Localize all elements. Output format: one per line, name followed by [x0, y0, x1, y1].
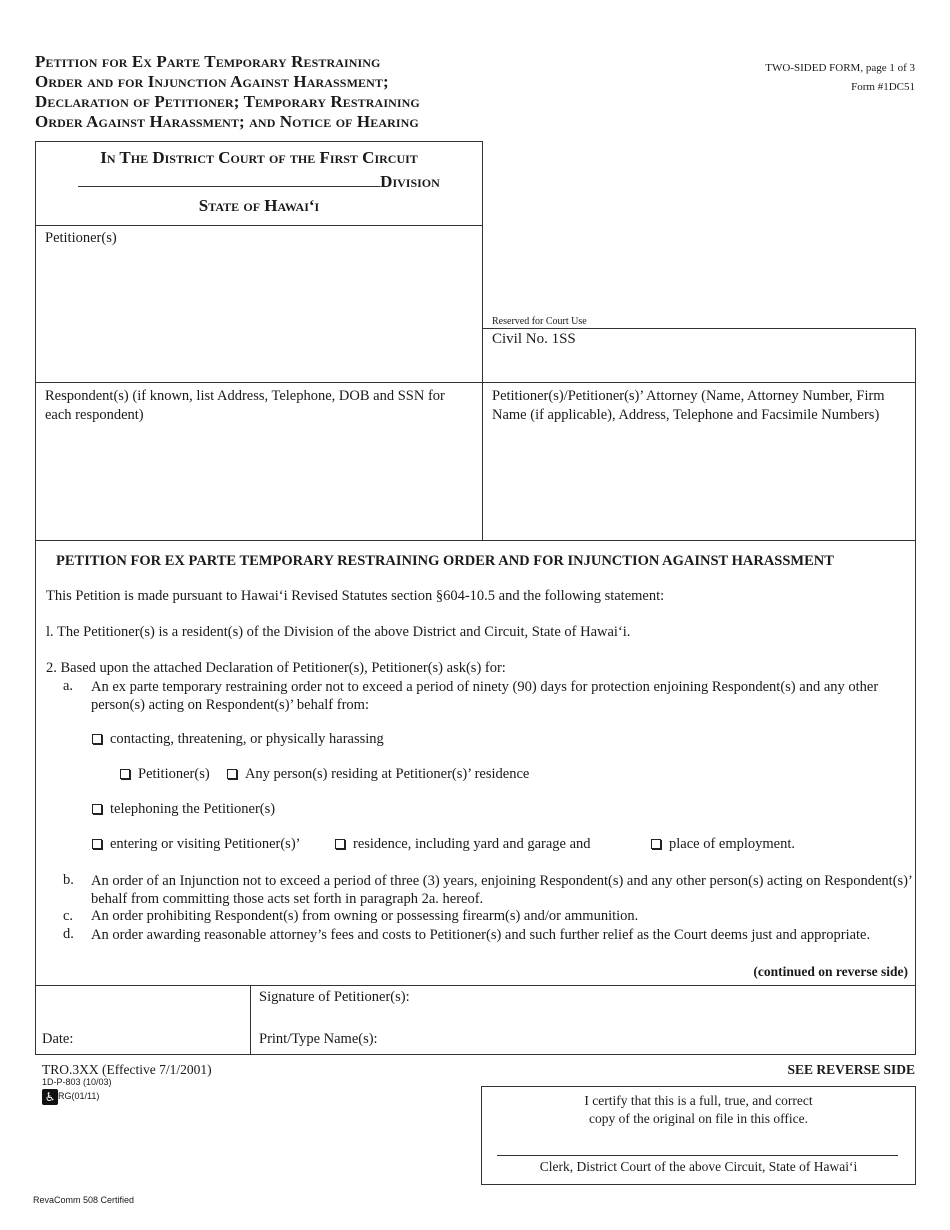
date-label: Date: [42, 1031, 74, 1047]
item-c-text: An order prohibiting Respondent(s) from owning or possessing firearm(s) and/or ammunition. [91, 908, 639, 924]
item-d-text: An order awarding reasonable attorney’s fees and costs to Petitioner(s) and such further relief as the Court deems just and appropriate. [91, 927, 871, 943]
entering-checkbox[interactable] [92, 839, 102, 849]
checkbox-row-telephoning [92, 801, 275, 818]
civil-number-field[interactable] [482, 328, 916, 383]
clerk-signature-line[interactable] [497, 1155, 898, 1156]
residence-label: residence, including yard and garage and [353, 836, 591, 852]
print-name-label: Print/Type Name(s): [259, 1031, 378, 1047]
petition-intro: This Petition is made pursuant to Hawai‘i Revised Statutes section §604-10.5 and the following statement: [46, 588, 665, 604]
signature-section [35, 985, 916, 1055]
form-number: Form #1DC51 [851, 81, 915, 93]
petition-item-1: l. The Petitioner(s) is a resident(s) of the Division of the above District and Circuit, State of Hawai‘i. [46, 624, 631, 640]
cert-line-1: I certify that this is a full, true, and correct [584, 1093, 813, 1108]
form-code-2: 1D-P-803 (10/03) [42, 1077, 112, 1087]
petitioners-label: Petitioner(s) [138, 766, 210, 782]
date-field[interactable] [36, 986, 251, 1054]
item-a-text: An ex parte temporary restraining order not to exceed a period of ninety (90) days for protection enjoining Respondent(s) and any other person(s) acting on Respondent(s)’ behalf from: [91, 679, 879, 713]
entering-label: entering or visiting Petitioner(s)’ [110, 836, 301, 852]
telephoning-checkbox[interactable] [92, 804, 102, 814]
see-reverse-side: SEE REVERSE SIDE [787, 1062, 915, 1077]
item-b-text: An order of an Injunction not to exceed a period of three (3) years, enjoining Respondent(s) and any other person(s) acting on Respondent(s)’ behalf from committing those acts set forth in paragraph 2a. hereof. [91, 873, 912, 907]
form-title-line: Petition for Ex Parte Temporary Restraining [35, 52, 381, 71]
division-blank[interactable] [78, 170, 380, 187]
employment-label: place of employment. [669, 836, 796, 852]
form-code-3: RG(01/11) [58, 1091, 100, 1101]
checkbox-row-targets [120, 766, 529, 783]
revacomm-certified: RevaComm 508 Certified [33, 1195, 135, 1205]
any-person-checkbox[interactable] [227, 769, 237, 779]
checkbox-residence [335, 836, 591, 853]
petition-section [35, 540, 916, 986]
reserved-label: Reserved for Court Use [492, 316, 587, 327]
petition-item-2: 2. Based upon the attached Declaration of Petitioner(s), Petitioner(s) ask(s) for: [46, 660, 506, 676]
civil-number-label: Civil No. 1SS [492, 331, 576, 347]
continued-note: (continued on reverse side) [753, 964, 908, 979]
form-title [35, 52, 495, 132]
telephoning-label: telephoning the Petitioner(s) [110, 801, 276, 817]
contacting-checkbox[interactable] [92, 734, 102, 744]
item-c-marker: c. [63, 908, 74, 924]
form-title-line: Declaration of Petitioner; Temporary Restraining [35, 92, 420, 111]
checkbox-employment [651, 836, 795, 853]
signature-field[interactable] [251, 986, 915, 1026]
item-b-marker: b. [63, 872, 74, 888]
petitioner-field[interactable] [35, 225, 483, 383]
certification-box [481, 1086, 916, 1185]
state-name: State of Hawai‘i [198, 196, 320, 215]
item-a-marker: a. [63, 678, 74, 694]
form-code-3-row [42, 1088, 99, 1105]
print-name-field[interactable] [396, 1026, 915, 1054]
form-title-line: Order and for Injunction Against Harassment; [35, 72, 389, 91]
form-title-line: Order Against Harassment; and Notice of Hearing [35, 112, 419, 131]
tro-code: TRO.3XX (Effective 7/1/2001) [42, 1062, 212, 1077]
form-meta [765, 59, 915, 97]
cert-line-2: copy of the original on file in this office. [588, 1111, 809, 1126]
petition-title: PETITION FOR EX PARTE TEMPORARY RESTRAINING ORDER AND FOR INJUNCTION AGAINST HARASSMENT [56, 553, 834, 569]
wheelchair-icon: ♿ [42, 1089, 58, 1105]
form-type: TWO-SIDED FORM, page 1 of 3 [765, 62, 915, 74]
division-line [36, 170, 482, 194]
checkbox-row-contacting [92, 731, 384, 748]
employment-checkbox[interactable] [651, 839, 661, 849]
court-heading-box [35, 141, 483, 226]
attorney-field[interactable] [482, 382, 916, 541]
attorney-label: Petitioner(s)/Petitioner(s)’ Attorney (Name, Attorney Number, Firm Name (if applicable), Address, Telephone and Facsimile Numbers) [492, 388, 885, 423]
residence-checkbox[interactable] [335, 839, 345, 849]
checkbox-entering [92, 836, 300, 853]
respondent-field[interactable] [35, 382, 483, 541]
court-name: In The District Court of the First Circuit [100, 148, 418, 167]
petitioners-checkbox[interactable] [120, 769, 130, 779]
item-d-marker: d. [63, 926, 74, 942]
signature-label: Signature of Petitioner(s): [259, 989, 410, 1005]
division-label: Division [380, 172, 440, 191]
contacting-label: contacting, threatening, or physically harassing [110, 731, 384, 747]
petitioner-label: Petitioner(s) [45, 230, 117, 246]
clerk-label: Clerk, District Court of the above Circuit, State of Hawai‘i [539, 1159, 858, 1174]
any-person-label: Any person(s) residing at Petitioner(s)’ residence [244, 766, 530, 782]
respondent-label: Respondent(s) (if known, list Address, Telephone, DOB and SSN for each respondent) [45, 388, 445, 423]
